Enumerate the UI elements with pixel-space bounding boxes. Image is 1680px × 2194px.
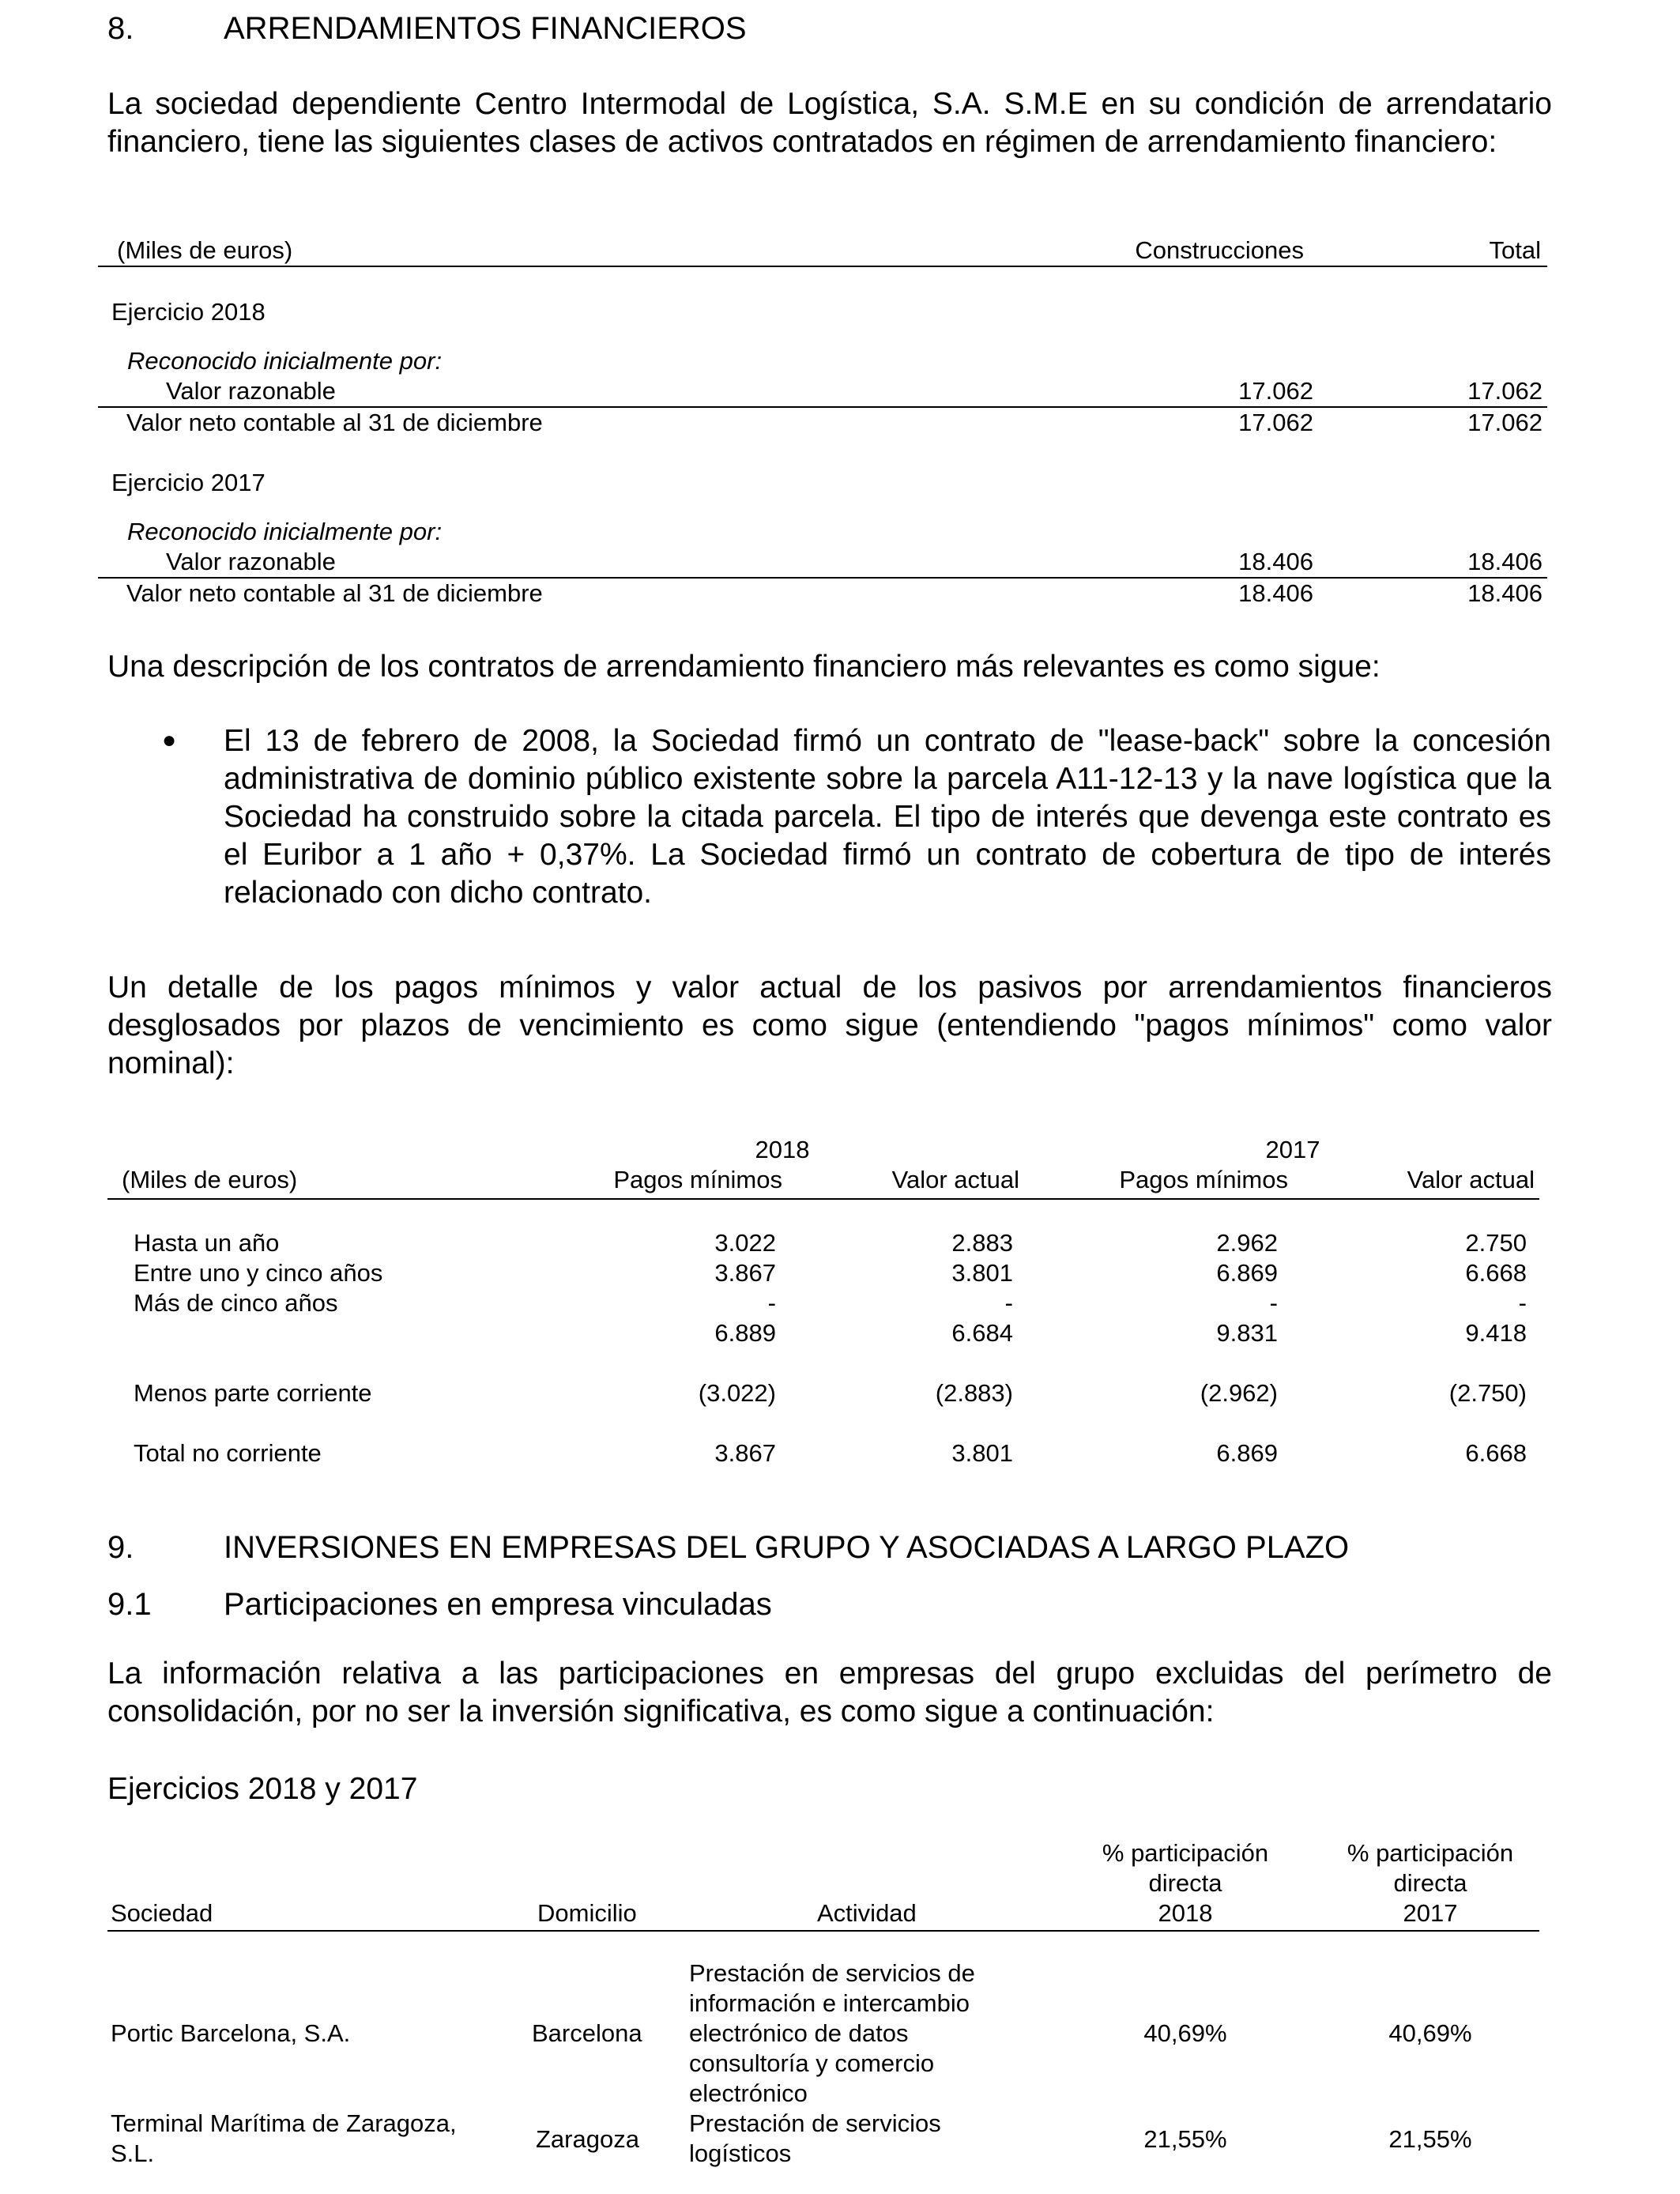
holdings-pct-2017: 40,69% xyxy=(1388,2019,1472,2047)
assets-total-value-2018-total: 17.062 xyxy=(1467,409,1543,436)
payments-cell: 3.801 xyxy=(951,1439,1013,1467)
payments-cell: 2.750 xyxy=(1465,1229,1527,1257)
header-line: directa xyxy=(1393,1869,1467,1897)
years-heading: Ejercicios 2018 y 2017 xyxy=(107,1772,418,1806)
assets-row-value-2018-construcciones: 17.062 xyxy=(1238,377,1313,405)
assets-row-label-2018: Valor razonable xyxy=(166,377,336,405)
assets-header-rule xyxy=(98,266,1547,267)
payments-cell: 2.962 xyxy=(1216,1229,1278,1257)
holdings-header-pct-2017 xyxy=(1296,1838,1565,1928)
payments-subtotal-cell: 9.418 xyxy=(1465,1319,1527,1347)
payments-header-valor-2017: Valor actual xyxy=(1407,1166,1535,1193)
assets-row-value-2017-total: 18.406 xyxy=(1467,548,1543,575)
holdings-domicilio: Barcelona xyxy=(532,2019,642,2047)
assets-total-label-2017: Valor neto contable al 31 de diciembre xyxy=(126,579,543,607)
description-intro: Una descripción de los contratos de arrendamiento financiero más relevantes es como sigue: xyxy=(107,650,1381,684)
header-line: 2017 xyxy=(1403,1899,1458,1927)
holdings-header-sociedad: Sociedad xyxy=(111,1899,213,1927)
payments-cell: (3.022) xyxy=(698,1379,776,1407)
section-8-title: ARRENDAMIENTOS FINANCIEROS xyxy=(224,11,747,46)
payments-header-rule xyxy=(107,1198,1539,1200)
header-line: % participación xyxy=(1102,1839,1269,1867)
header-line: directa xyxy=(1148,1869,1222,1897)
actividad-line: electrónico de datos xyxy=(689,2019,909,2047)
payments-cell: (2.883) xyxy=(935,1379,1013,1407)
payments-subtotal-cell: 9.831 xyxy=(1216,1319,1278,1347)
section-8-intro: La sociedad dependiente Centro Intermodal de Logística, S.A. S.M.E en su condición de arrendatario financiero, tiene las siguientes clases de activos contratados en régimen de arrendamiento financiero: xyxy=(107,87,1552,159)
payments-cell: - xyxy=(1269,1289,1278,1317)
assets-year-2018: Ejercicio 2018 xyxy=(111,298,266,326)
sociedad-line: S.L. xyxy=(111,2139,155,2167)
holdings-sociedad xyxy=(111,2109,457,2169)
section-9-number: 9. xyxy=(107,1530,134,1565)
payments-cell: (2.962) xyxy=(1200,1379,1278,1407)
assets-year-2017: Ejercicio 2017 xyxy=(111,469,266,496)
payments-year-2017: 2017 xyxy=(1265,1136,1320,1163)
assets-header-total: Total xyxy=(1489,236,1541,264)
holdings-pct-2018: 21,55% xyxy=(1143,2125,1227,2153)
assets-subheading-2018: Reconocido inicialmente por: xyxy=(127,347,443,375)
actividad-line: logísticos xyxy=(689,2139,792,2167)
assets-table-units-label: (Miles de euros) xyxy=(117,236,293,264)
header-line: % participación xyxy=(1347,1839,1514,1867)
holdings-actividad xyxy=(689,2109,941,2169)
payments-cell: 6.668 xyxy=(1465,1439,1527,1467)
bullet-icon: ● xyxy=(162,727,177,753)
holdings-actividad xyxy=(689,1958,975,2109)
payments-cell: 6.869 xyxy=(1216,1439,1278,1467)
assets-total-value-2017-construcciones: 18.406 xyxy=(1238,579,1313,607)
payments-cell: 2.883 xyxy=(951,1229,1013,1257)
holdings-header-actividad: Actividad xyxy=(817,1899,917,1927)
payments-subtotal-cell: 6.684 xyxy=(951,1319,1013,1347)
payments-cell: 3.867 xyxy=(714,1439,776,1467)
assets-total-value-2017-total: 18.406 xyxy=(1467,579,1543,607)
sociedad-line: Terminal Marítima de Zaragoza, xyxy=(111,2109,457,2137)
holdings-domicilio: Zaragoza xyxy=(536,2125,639,2153)
holdings-header-domicilio: Domicilio xyxy=(537,1899,637,1927)
payments-cell: - xyxy=(767,1289,776,1317)
section-9-1-number: 9.1 xyxy=(107,1587,152,1622)
actividad-line: consultoría y comercio xyxy=(689,2049,935,2077)
actividad-line: Prestación de servicios de xyxy=(689,1959,975,1987)
actividad-line: información e intercambio xyxy=(689,1989,970,2017)
section-9-1-title: Participaciones en empresa vinculadas xyxy=(224,1587,772,1622)
holdings-header-pct-2018 xyxy=(1051,1838,1320,1928)
header-line: 2018 xyxy=(1158,1899,1213,1927)
payments-row-label: Menos parte corriente xyxy=(134,1379,372,1407)
payments-row-label: Más de cinco años xyxy=(134,1289,338,1317)
payments-cell: - xyxy=(1518,1289,1527,1317)
assets-subheading-2017: Reconocido inicialmente por: xyxy=(127,518,443,545)
payments-row-label: Hasta un año xyxy=(134,1229,280,1257)
assets-row-value-2018-total: 17.062 xyxy=(1467,377,1543,405)
section-8-number: 8. xyxy=(107,11,134,46)
payments-row-label: Total no corriente xyxy=(134,1439,322,1467)
assets-header-construcciones: Construcciones xyxy=(1135,236,1304,264)
payments-year-2018: 2018 xyxy=(755,1136,810,1163)
payments-cell: - xyxy=(1004,1289,1013,1317)
payments-subtotal-cell: 6.889 xyxy=(714,1319,776,1347)
payments-cell: 6.668 xyxy=(1465,1259,1527,1287)
assets-row-label-2017: Valor razonable xyxy=(166,548,336,575)
assets-row-value-2017-construcciones: 18.406 xyxy=(1238,548,1313,575)
bullet-text: El 13 de febrero de 2008, la Sociedad firmó un contrato de "lease-back" sobre la concesión administrativa de dominio público existente sobre la parcela A11-12-13 y la nave logística que la Sociedad ha construido sobre la citada parcela. El tipo de interés que devenga este contrato es el Euribor a 1 año + 0,37%. La Sociedad firmó un contrato de cobertura de tipo de interés relacionado con dicho contrato. xyxy=(224,724,1551,910)
assets-total-value-2018-construcciones: 17.062 xyxy=(1238,409,1313,436)
actividad-line: electrónico xyxy=(689,2079,808,2107)
payments-header-pagos-2018: Pagos mínimos xyxy=(613,1166,782,1193)
payments-header-valor-2018: Valor actual xyxy=(891,1166,1019,1193)
assets-total-label-2018: Valor neto contable al 31 de diciembre xyxy=(126,409,543,436)
payments-intro: Un detalle de los pagos mínimos y valor actual de los pasivos por arrendamientos financieros desglosados por plazos de vencimiento es como sigue (entendiendo "pagos mínimos" como valor nominal): xyxy=(107,971,1552,1080)
payments-cell: 3.022 xyxy=(714,1229,776,1257)
payments-cell: (2.750) xyxy=(1448,1379,1527,1407)
payments-cell: 3.867 xyxy=(714,1259,776,1287)
payments-units-label: (Miles de euros) xyxy=(122,1166,298,1193)
section-9-intro: La información relativa a las participaciones en empresas del grupo excluidas del perímetro de consolidación, por no ser la inversión significativa, es como sigue a continuación: xyxy=(107,1657,1552,1728)
holdings-pct-2018: 40,69% xyxy=(1143,2019,1227,2047)
holdings-header-rule xyxy=(107,1930,1539,1932)
actividad-line: Prestación de servicios xyxy=(689,2109,941,2137)
payments-row-label: Entre uno y cinco años xyxy=(134,1259,383,1287)
holdings-sociedad: Portic Barcelona, S.A. xyxy=(111,2019,351,2047)
payments-header-pagos-2017: Pagos mínimos xyxy=(1119,1166,1288,1193)
payments-cell: 6.869 xyxy=(1216,1259,1278,1287)
section-9-title: INVERSIONES EN EMPRESAS DEL GRUPO Y ASOCIADAS A LARGO PLAZO xyxy=(224,1530,1350,1565)
payments-cell: 3.801 xyxy=(951,1259,1013,1287)
holdings-pct-2017: 21,55% xyxy=(1388,2125,1472,2153)
